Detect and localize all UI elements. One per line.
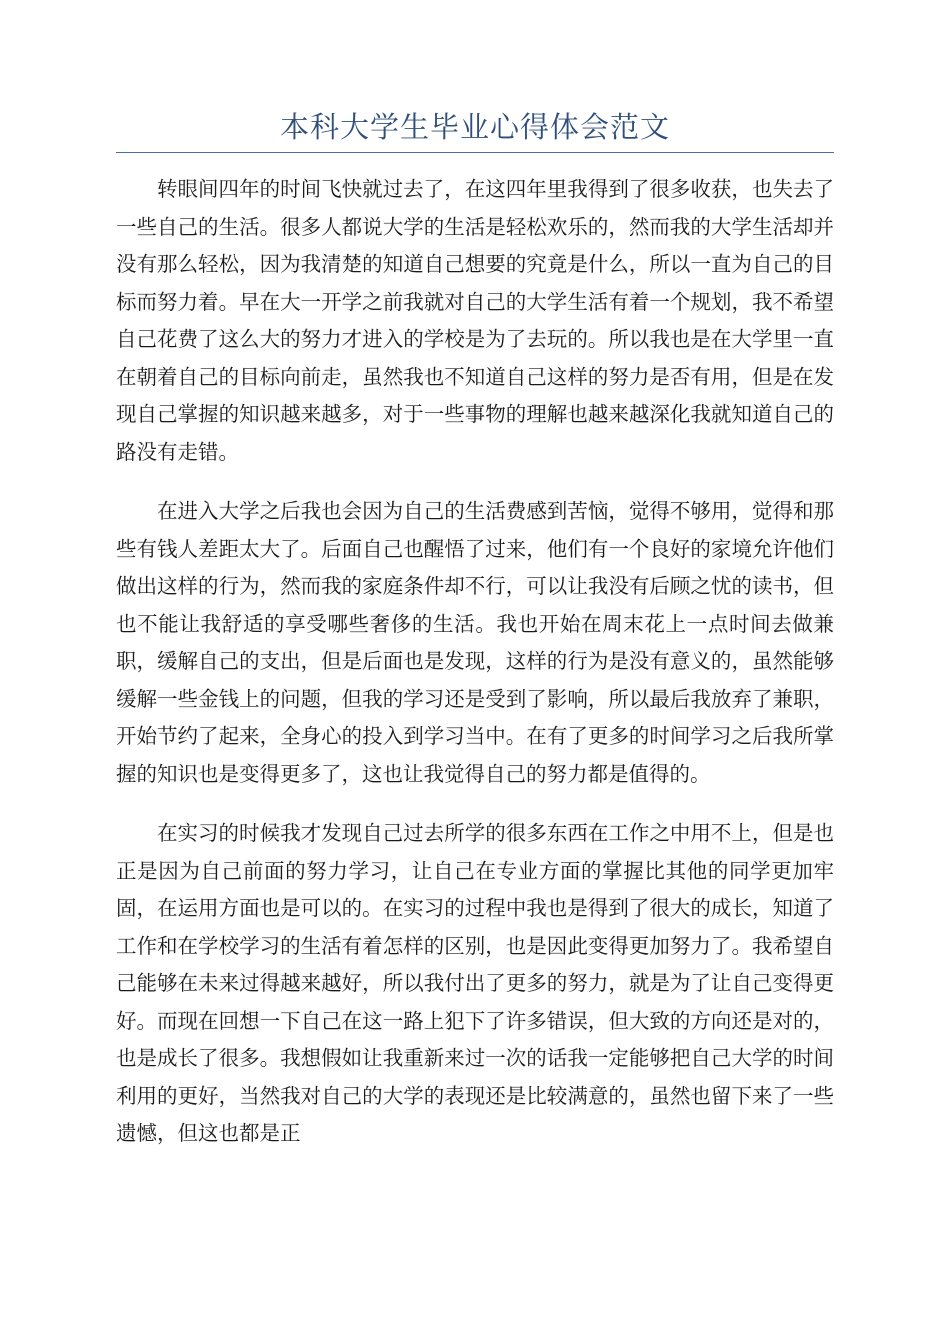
body-paragraph-1: 转眼间四年的时间飞快就过去了，在这四年里我得到了很多收获，也失去了一些自己的生活。很多人都说大学的生活是轻松欢乐的，然而我的大学生活却并没有那么轻松，因为我清楚的知道自己想要的究竟是什么，所以一直为自己的目标而努力着。早在大一开学之前我就对自己的大学生活有着一个规划，我不希望自己花费了这么大的努力才进入的学校是为了去玩的。所以我也是在大学里一直在朝着自己的目标向前走，虽然我也不知道自己这样的努力是否有用，但是在发现自己掌握的知识越来越多，对于一些事物的理解也越来越深化我就知道自己的路没有走错。 bbox=[116, 177, 834, 464]
body-paragraph-2: 在进入大学之后我也会因为自己的生活费感到苦恼，觉得不够用，觉得和那些有钱人差距太大了。后面自己也醒悟了过来，他们有一个良好的家境允许他们做出这样的行为，然而我的家庭条件却不行，可以让我没有后顾之忧的读书，但也不能让我舒适的享受哪些奢侈的生活。我也开始在周末花上一点时间去做兼职，缓解自己的支出，但是后面也是发现，这样的行为是没有意义的，虽然能够缓解一些金钱上的问题，但我的学习还是受到了影响，所以最后我放弃了兼职，开始节约了起来，全身心的投入到学习当中。在有了更多的时间学习之后我所掌握的知识也是变得更多了，这也让我觉得自己的努力都是值得的。 bbox=[116, 499, 834, 786]
title-underline-rule bbox=[116, 152, 834, 153]
body-paragraph-3: 在实习的时候我才发现自己过去所学的很多东西在工作之中用不上，但是也正是因为自己前面的努力学习，让自己在专业方面的掌握比其他的同学更加牢固，在运用方面也是可以的。在实习的过程中我也是得到了很大的成长，知道了工作和在学校学习的生活有着怎样的区别，也是因此变得更加努力了。我希望自己能够在未来过得越来越好，所以我付出了更多的努力，就是为了让自己变得更好。而现在回想一下自己在这一路上犯下了许多错误，但大致的方向还是对的，也是成长了很多。我想假如让我重新来过一次的话我一定能够把自己大学的时间利用的更好，当然我对自己的大学的表现还是比较满意的，虽然也留下来了一些遗憾，但这也都是正 bbox=[116, 821, 834, 1145]
document-title: 本科大学生毕业心得体会范文 bbox=[279, 110, 670, 144]
document-content bbox=[116, 108, 834, 1153]
